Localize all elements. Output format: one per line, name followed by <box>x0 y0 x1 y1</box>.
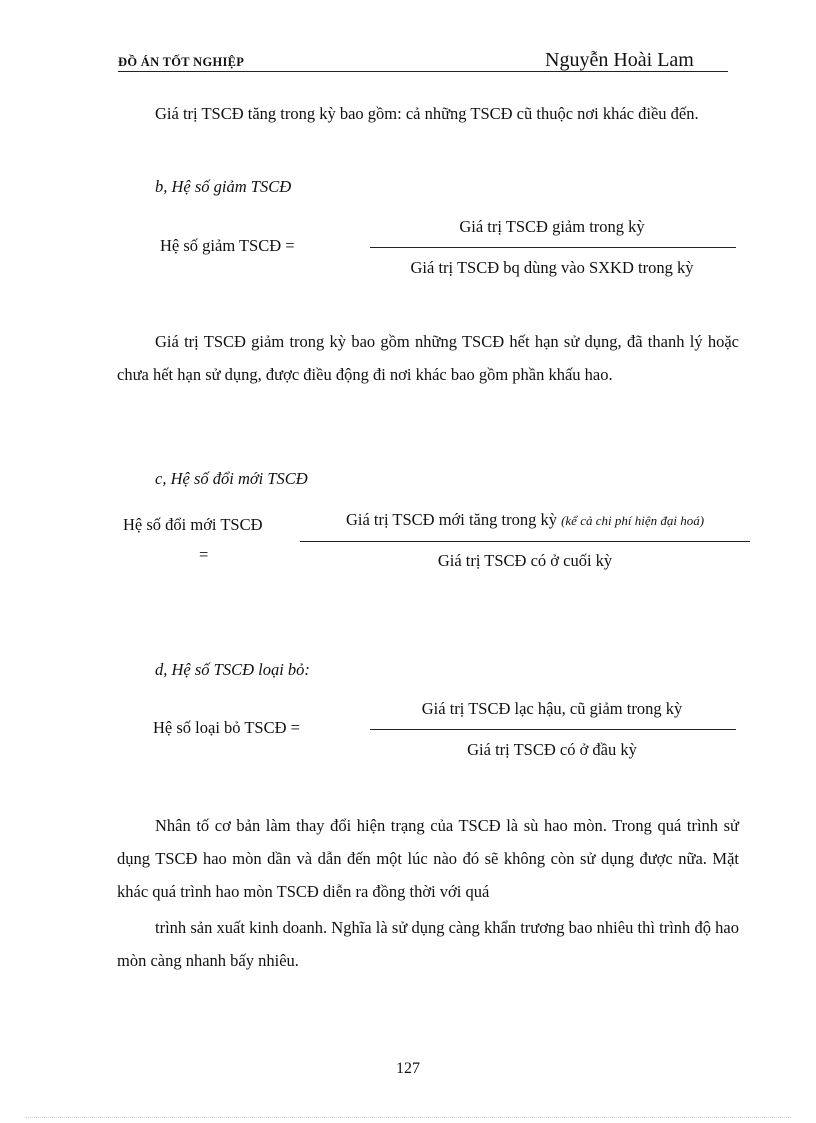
formula-c-equals: = <box>199 545 209 564</box>
formula-d-label: Hệ số loại bỏ TSCĐ = <box>153 718 300 737</box>
formula-c-denominator: Giá trị TSCĐ có ở cuối kỳ <box>437 551 613 570</box>
page-number: 127 <box>396 1060 420 1077</box>
formula-b-fraction-bar <box>370 247 736 248</box>
paragraph-wear-factor: Nhân tố cơ bản làm thay đổi hiện trạng của TSCĐ là sù hao mòn. Trong quá trình sử dụng TSCĐ hao mòn dần và dẫn đến một lúc nào đó sẽ không còn sử dụng được nữa. Mặt khác quá trình hao mòn TSCĐ diễn ra đồng thời với quá <box>117 816 739 901</box>
formula-c-label: Hệ số đổi mới TSCĐ <box>123 515 263 534</box>
heading-decrease-ratio: b, Hệ số giảm TSCĐ <box>155 177 292 196</box>
header-author: Nguyễn Hoài Lam <box>545 49 694 71</box>
paragraph-increase-note: Giá trị TSCĐ tăng trong kỳ bao gồm: cả những TSCĐ cũ thuộc nơi khác điều đến. <box>155 104 699 123</box>
heading-disposal-ratio: d, Hệ số TSCĐ loại bỏ: <box>155 660 310 679</box>
formula-b-label: Hệ số giảm TSCĐ = <box>160 236 295 255</box>
page-bottom-dotted-line <box>25 1117 791 1118</box>
header-rule <box>118 71 728 72</box>
paragraph-wear-continuation: trình sản xuất kinh doanh. Nghĩa là sử dụng càng khẩn trương bao nhiêu thì trình độ hao mòn càng nhanh bấy nhiêu. <box>117 918 739 970</box>
formula-c-numerator-note: (kể cả chi phí hiện đại hoá) <box>561 513 705 528</box>
formula-d-fraction-bar <box>370 729 736 730</box>
heading-renewal-ratio: c, Hệ số đổi mới TSCĐ <box>155 469 308 488</box>
formula-b-denominator: Giá trị TSCĐ bq dùng vào SXKD trong kỳ <box>410 258 694 277</box>
formula-d-denominator: Giá trị TSCĐ có ở đầu kỳ <box>467 740 637 759</box>
formula-d-numerator: Giá trị TSCĐ lạc hậu, cũ giảm trong kỳ <box>421 699 683 718</box>
formula-c-numerator: Giá trị TSCĐ mới tăng trong kỳ (kể cả chi phí hiện đại hoá) <box>345 510 705 529</box>
header-title: ĐỒ ÁN TỐT NGHIỆP <box>118 55 245 69</box>
formula-b-numerator: Giá trị TSCĐ giảm trong kỳ <box>459 217 645 236</box>
formula-c-fraction-bar <box>300 541 750 542</box>
paragraph-decrease-note: Giá trị TSCĐ giảm trong kỳ bao gồm những TSCĐ hết hạn sử dụng, đã thanh lý hoặc chưa hết hạn sử dụng, được điều động đi nơi khác bao gồm phần khấu hao. <box>117 332 739 384</box>
